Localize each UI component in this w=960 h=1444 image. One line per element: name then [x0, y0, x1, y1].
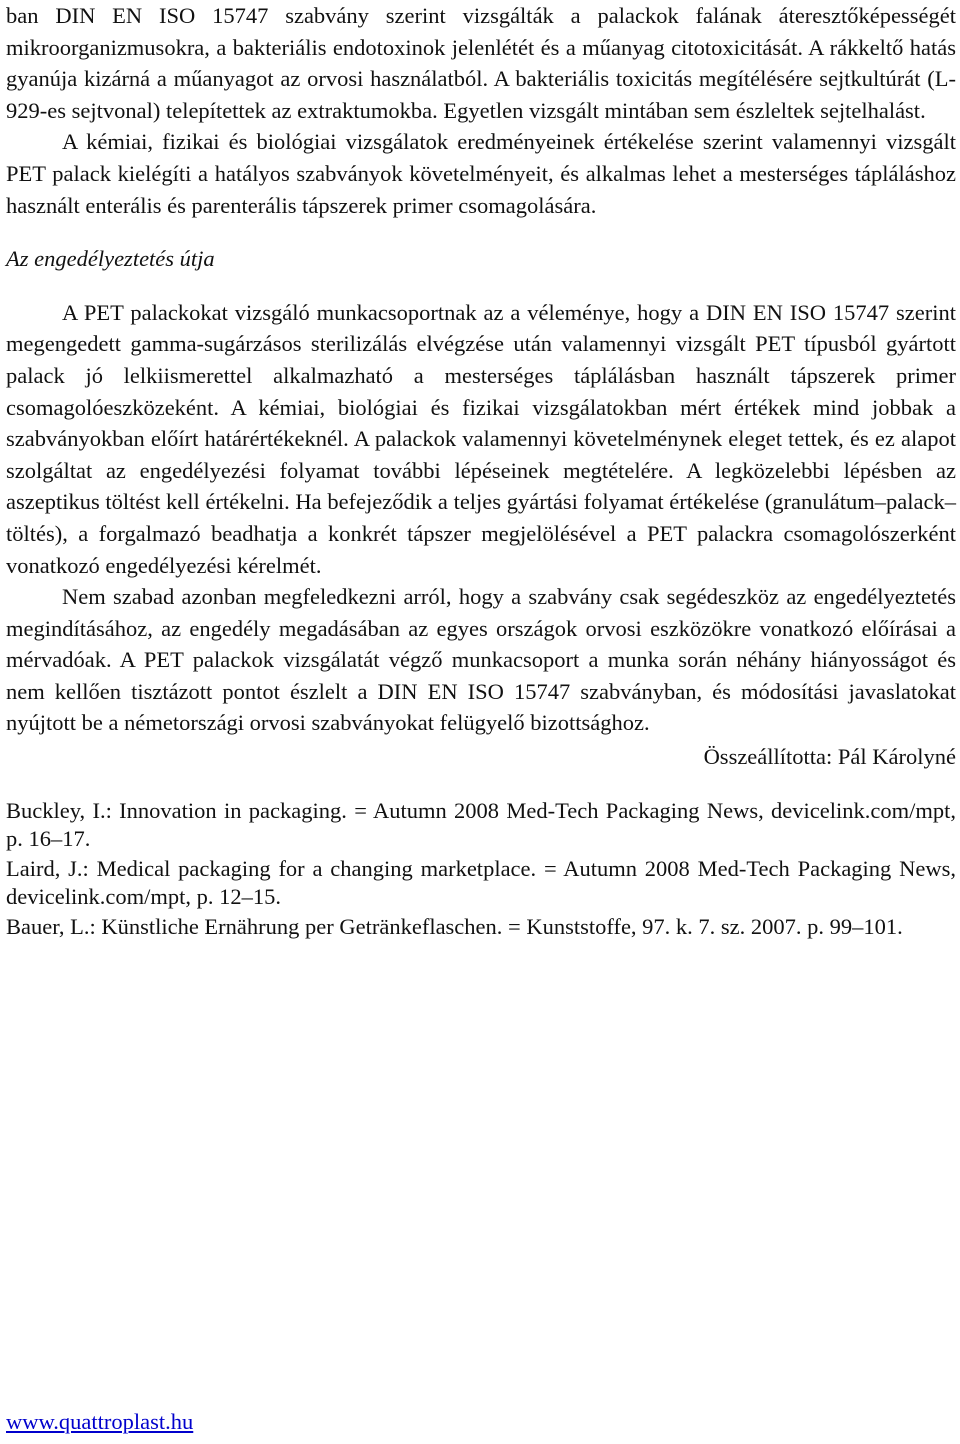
section-paragraph-1: A PET palackokat vizsgáló munkacsoportnak az a véleménye, hogy a DIN EN ISO 15747 szerint megengedett gamma-sugárzásos sterilizálás elvégzése után valamennyi vizsgált PET típusból gyártott palack jó lelkiismerettel alkalmazható a mesterséges táplálásban használt tápszerek primer csomagolóeszközeként. A kémiai, biológiai és fizikai vizsgálatokban mért értékek mind jobbak a szabványokban előírt határértékeknél. A palackok valamennyi követelménynek eleget tettek, és ez alapot szolgáltat az engedélyezési folyamat további lépéseinek megtételére. A legközelebbi lépésben az aszeptikus töltést kell értékelni. Ha befejeződik a teljes gyártási folyamat értékelése (granulátum–palack–töltés), a forgalmazó beadhatja a konkrét tápszer megjelölésével a PET palackra csomagolószerként vonatkozó engedélyezési kérelmét. — [6, 299, 956, 578]
reference-item: Bauer, L.: Künstliche Ernährung per Getränkeflaschen. = Kunststoffe, 97. k. 7. sz. 2007. p. 99–101. — [6, 913, 903, 939]
section-paragraph-2: Nem szabad azonban megfeledkezni arról, hogy a szabvány csak segédeszköz az engedélyeztetés megindításához, az engedély megadásában az egyes országok orvosi eszközökre vonatkozó előírásai a mérvadóak. A PET palackok vizsgálatát végző munkacsoport a munka során néhány hiányosságot és nem kellően tisztázott pontot észlelt a DIN EN ISO 15747 szabványban, és módosítási javaslatokat nyújtott be a németországi orvosi szabványokat felügyelő bizottsághoz. — [6, 584, 956, 736]
footer-website-link[interactable]: www.quattroplast.hu — [6, 1409, 194, 1434]
conclusion-paragraph: A kémiai, fizikai és biológiai vizsgálatok eredményeinek értékelése szerint valamennyi vizsgált PET palack kielégíti a hatályos szabványok követelményeit, és alkalmas lehet a mesterséges tápláláshoz használt enterális és parenterális tápszerek primer csomagolására. — [6, 129, 956, 218]
author-signature: Összeállította: Pál Károlyné — [703, 744, 956, 770]
section-title: Az engedélyeztetés útja — [6, 246, 215, 272]
reference-item: Laird, J.: Medical packaging for a changing marketplace. = Autumn 2008 Med-Tech Packaging News, devicelink.com/mpt, p. 12–15. — [6, 855, 956, 910]
document-page — [6, 0, 956, 942]
reference-item: Buckley, I.: Innovation in packaging. = Autumn 2008 Med-Tech Packaging News, devicelink.com/mpt, p. 16–17. — [6, 797, 956, 852]
intro-paragraph: ban DIN EN ISO 15747 szabvány szerint vizsgálták a palackok falának áteresztőképességét mikroorganizmusokra, a bakteriális endotoxinok jelenlétét és a műanyag citotoxicitását. A rákkeltő hatás gyanúja kizárná a műanyagot az orvosi használatból. A bakteriális toxicitás megítélésére sejtkultúrát (L-929-es sejtvonal) telepítettek az extraktumokba. Egyetlen vizsgált mintában sem észleltek sejtelhalást. — [6, 3, 956, 123]
reference-list — [6, 797, 956, 942]
